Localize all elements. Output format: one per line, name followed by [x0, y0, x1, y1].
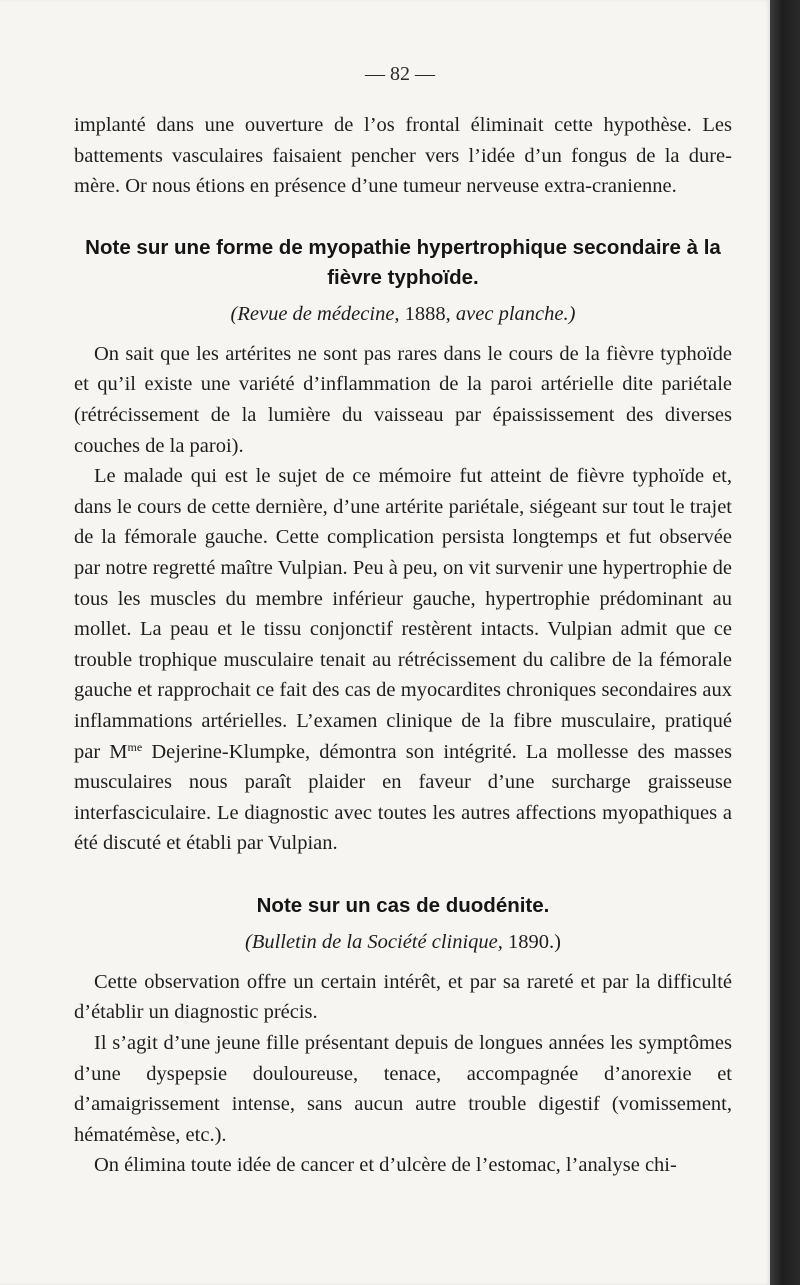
source-note: avec planche.) — [455, 302, 576, 325]
source-journal: (Bulletin de la Société clinique, — [245, 930, 503, 953]
paragraph-malade — [74, 461, 732, 859]
paragraph-observation: Cette observation offre un certain intérêt, et par sa rareté et par la difficulté d’établir un diagnostic précis. — [74, 970, 732, 1024]
section-title-myopathie: Note sur une forme de myopathie hypertrophique secondaire à la fièvre typhoïde. — [85, 235, 721, 289]
section-title-duodenite: Note sur un cas de duodénite. — [256, 893, 550, 917]
section-source-myopathie — [74, 299, 732, 329]
page-number: — 82 — — [365, 63, 435, 85]
page-edge-shadow — [770, 0, 800, 1285]
paragraph-arterites: On sait que les artérites ne sont pas rares dans le cours de la fièvre typhoïde et qu’il existe une variété d’inflammation de la paroi artérielle dite pariétale (rétrécissement de la lumière du vaisseau par épaississement des diverses couches de la paroi). — [74, 342, 732, 457]
section-source-duodenite — [74, 927, 732, 957]
paragraph-malade-part2: Dejerine-Klumpke, démontra son intégrité. La mollesse des masses musculaires nous paraît plaider en faveur d’une surcharge graisseuse interfasciculaire. Le diagnostic avec toutes les autres affections myopathiques a été discuté et établi par Vulpian. — [74, 740, 733, 855]
paragraph-malade-part1: Le malade qui est le sujet de ce mémoire fut atteint de fièvre typhoïde et, dans le cours de cette dernière, d’une artérite pariétale, siégeant sur tout le trajet de la fémorale gauche. Cette complication persista longtemps et fut observée par notre regretté maître Vulpian. Peu à peu, on vit survenir une hypertrophie de tous les muscles du membre inférieur gauche, hypertrophie prédominant au mollet. La peau et le tissu conjonctif restèrent intacts. Vulpian admit que ce trouble trophique musculaire tenait au rétrécissement du calibre de la fémorale gauche et rapprochait ce fait des cas de myocardites chroniques secondaires aux inflammations artérielles. L’examen clinique de la fibre musculaire, pratiqué par M — [74, 465, 732, 763]
source-journal: (Revue de médecine, — [230, 302, 400, 325]
source-year: 1888, — [404, 302, 451, 325]
paragraph-continued: implanté dans une ouverture de l’os frontal éliminait cette hypothèse. Les battements vasculaires faisaient pencher vers l’idée d’un fongus de la dure-mère. Or nous étions en présence d’une tumeur nerveuse extra-cranienne. — [74, 114, 732, 198]
paragraph-elimina: On élimina toute idée de cancer et d’ulcère de l’estomac, l’analyse chi- — [94, 1154, 677, 1177]
paragraph-jeune-fille: Il s’agit d’une jeune fille présentant depuis de longues années les symptômes d’une dyspepsie douloureuse, tenace, accompagnée d’anorexie et d’amaigrissement intense, sans aucun autre trouble digestif (vomissement, hématémèse, etc.). — [74, 1032, 732, 1146]
title-superscript: me — [127, 739, 143, 754]
page-body — [74, 110, 732, 1181]
source-year: 1890.) — [508, 930, 561, 953]
